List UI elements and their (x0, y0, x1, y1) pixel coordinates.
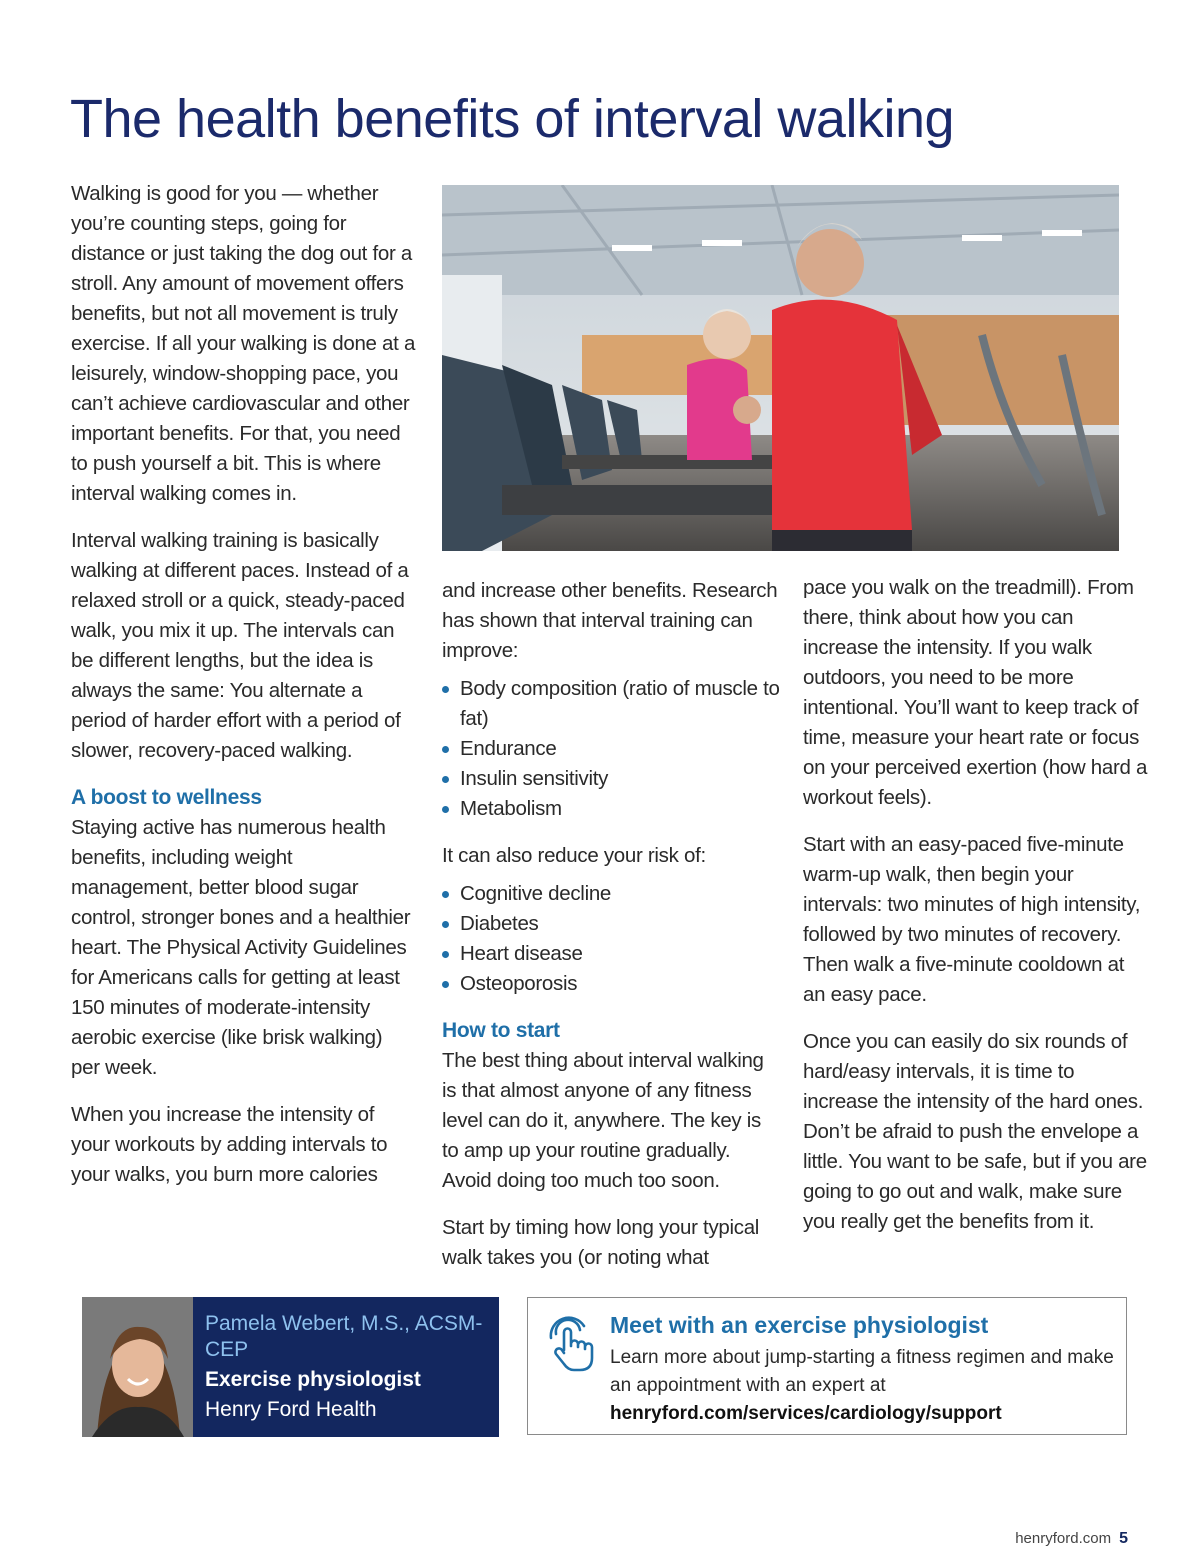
author-organization: Henry Ford Health (205, 1398, 377, 1421)
author-role: Exercise physiologist (205, 1368, 421, 1391)
section-heading-how-to-start: How to start (442, 1019, 560, 1042)
body-paragraph: Start by timing how long your typical walk takes you (or noting what (442, 1216, 760, 1269)
benefits-list (442, 674, 780, 824)
article-column-1 (71, 179, 416, 1190)
list-item: Cognitive decline (442, 879, 780, 909)
cta-body (610, 1344, 1115, 1428)
bullet-icon (442, 686, 449, 693)
author-bio-box (82, 1297, 499, 1437)
author-portrait (82, 1297, 193, 1437)
hand-pointer-icon (546, 1316, 598, 1372)
bullet-icon (442, 921, 449, 928)
body-paragraph: Start with an easy-paced five-minute warm-up walk, then begin your intervals: two minutes of high intensity, followed by two minutes of recovery. Then walk a five-minute cooldown at an easy pace. (803, 833, 1141, 1006)
cta-text: Learn more about jump-starting a fitness regimen and make an appointment with an expert at (610, 1347, 1114, 1396)
list-item: Diabetes (442, 909, 780, 939)
author-info (205, 1311, 495, 1423)
list-item: Endurance (442, 734, 780, 764)
page-number: 5 (1119, 1530, 1128, 1547)
page-title: The health benefits of interval walking (70, 89, 955, 149)
list-item: Insulin sensitivity (442, 764, 780, 794)
list-item: Osteoporosis (442, 969, 780, 999)
body-paragraph: The best thing about interval walking is that almost anyone of any fitness level can do it, anywhere. The key is to amp up your routine gradually. Avoid doing too much too soon. (442, 1049, 764, 1192)
list-item: Metabolism (442, 794, 780, 824)
cta-heading: Meet with an exercise physiologist (610, 1312, 989, 1338)
risks-list (442, 879, 780, 999)
bullet-icon (442, 746, 449, 753)
page-footer (1015, 1530, 1128, 1548)
body-paragraph: It can also reduce your risk of: (442, 844, 706, 867)
section-heading-wellness: A boost to wellness (71, 786, 262, 809)
body-paragraph: Once you can easily do six rounds of hard/easy intervals, it is time to increase the intensity of the hard ones. Don’t be afraid to push the envelope a little. You want to be safe, but if you are going to go out and walk, make sure you really get the benefits from it. (803, 1030, 1147, 1233)
cta-box (527, 1297, 1127, 1435)
bullet-icon (442, 806, 449, 813)
bullet-icon (442, 891, 449, 898)
bullet-icon (442, 981, 449, 988)
list-item: Body composition (ratio of muscle to fat) (442, 674, 780, 734)
body-paragraph: pace you walk on the treadmill). From there, think about how you can increase the intensity. If you walk outdoors, you need to be more intentional. You’ll want to keep track of time, measure your heart rate or focus on your perceived exertion (how hard a workout feels). (803, 576, 1148, 809)
bullet-icon (442, 776, 449, 783)
author-name: Pamela Webert, M.S., ACSM-CEP (205, 1312, 483, 1361)
body-paragraph: Staying active has numerous health benefits, including weight management, better blood sugar control, stronger bones and a healthier heart. The Physical Activity Guidelines for Americans calls for getting at least 150 minutes of moderate-intensity aerobic exercise (like brisk walking) per week. (71, 816, 411, 1079)
article-column-3 (803, 573, 1148, 1237)
body-paragraph: When you increase the intensity of your workouts by adding intervals to your walks, you burn more calories (71, 1103, 388, 1186)
bullet-icon (442, 951, 449, 958)
intro-paragraph: Walking is good for you — whether you’re counting steps, going for distance or just taking the dog out for a stroll. Any amount of movement offers benefits, but not all movement is truly exercise. If all your walking is done at a leisurely, window-shopping pace, you can’t achieve cardiovascular and other important benefits. For that, you need to push yourself a bit. This is where interval walking comes in. (71, 182, 416, 505)
article-column-2 (442, 576, 780, 1273)
treadmill-photo (442, 185, 1119, 551)
list-item: Heart disease (442, 939, 780, 969)
footer-site: henryford.com (1015, 1530, 1112, 1547)
body-paragraph: and increase other benefits. Research has shown that interval training can improve: (442, 579, 778, 662)
cta-link[interactable]: henryford.com/services/cardiology/support (610, 1403, 1002, 1424)
body-paragraph: Interval walking training is basically walking at different paces. Instead of a relaxed stroll or a quick, steady-paced walk, you mix it up. The intervals can be different lengths, but the idea is always the same: You alternate a period of harder effort with a period of slower, recovery-paced walking. (71, 529, 409, 762)
